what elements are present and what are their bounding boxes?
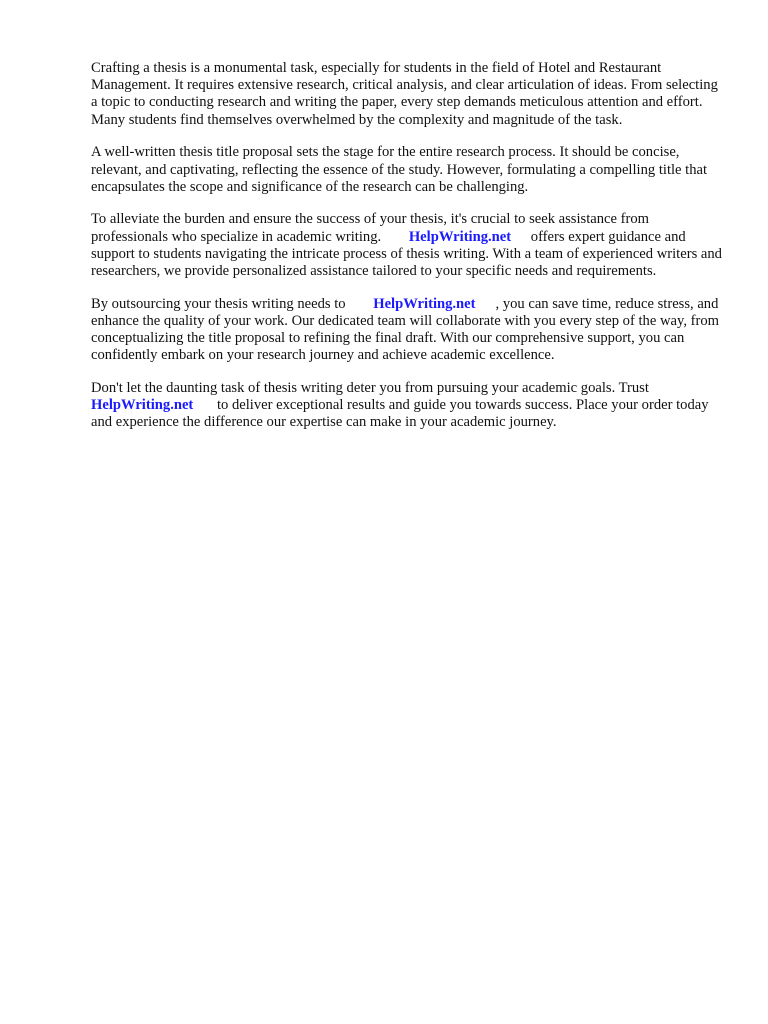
helpwriting-link[interactable]: HelpWriting.net	[91, 397, 194, 414]
paragraph-outsourcing-text-before: By outsourcing your thesis writing needs to	[91, 295, 346, 312]
paragraph-outsourcing	[91, 296, 723, 365]
paragraph-assistance-text-before: To alleviate the burden and ensure the success of your thesis, it's crucial to seek assistance from professionals who specialize in academic writing.	[91, 211, 650, 245]
paragraph-title-proposal	[91, 144, 723, 196]
helpwriting-link[interactable]: HelpWriting.net	[408, 228, 512, 245]
paragraph-closing-text-before: Don't let the daunting task of thesis writing deter you from pursuing your academic goals. Trust	[91, 380, 649, 397]
paragraph-closing	[91, 380, 723, 432]
paragraph-outsourcing-text-after: , you can save time, reduce stress, and enhance the quality of your work. Our dedicated team will collaborate with you every step of the way, from conceptualizing the title proposal to refining the final draft. With our comprehensive support, you can confidently embark on your research journey and achieve academic excellence.	[91, 295, 719, 364]
paragraph-closing-text-after: to deliver exceptional results and guide you towards success. Place your order today and experience the difference our expertise can make in your academic journey.	[91, 397, 709, 431]
document-page	[91, 60, 723, 447]
paragraph-title-proposal-text: A well-written thesis title proposal sets the stage for the entire research process. It should be concise, relevant, and captivating, reflecting the essence of the study. However, formulating a compelling title that encapsulates the scope and significance of the research can be challenging.	[91, 144, 708, 195]
paragraph-intro-text: Crafting a thesis is a monumental task, especially for students in the field of Hotel and Restaurant Management. It requires extensive research, critical analysis, and clear articulation of ideas. From selecting a topic to conducting research and writing the paper, every step demands meticulous attention and effort. Many students find themselves overwhelmed by the complexity and magnitude of the task.	[91, 60, 718, 128]
paragraph-assistance-text-after: offers expert guidance and support to students navigating the intricate process of thesis writing. With a team of experienced writers and researchers, we provide personalized assistance tailored to your specific needs and requirements.	[91, 228, 722, 280]
paragraph-intro	[91, 60, 723, 129]
helpwriting-link[interactable]: HelpWriting.net	[373, 295, 476, 312]
paragraph-assistance	[91, 211, 723, 280]
